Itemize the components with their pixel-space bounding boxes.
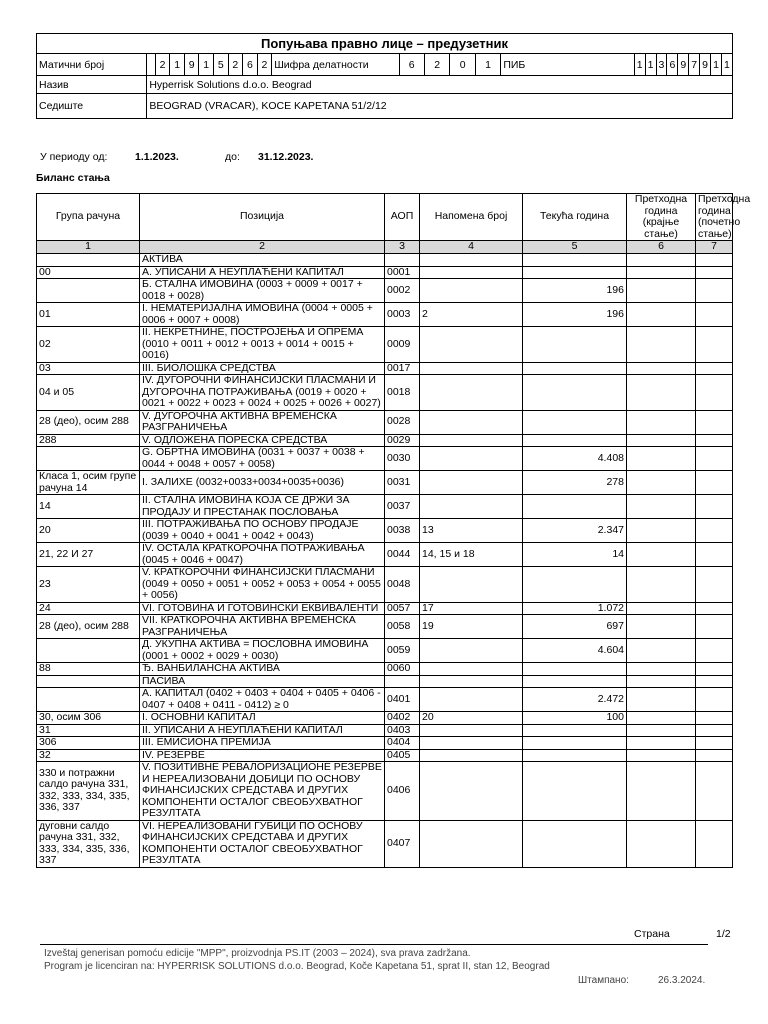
account-group-cell: 330 и потражни салдо рачуна 331, 332, 333, 334, 335, 336, 337 xyxy=(37,762,140,821)
col-number: 2 xyxy=(140,241,385,254)
seat-label: Седиште xyxy=(37,94,147,119)
account-group-cell xyxy=(37,447,140,471)
registration-digit: 2 xyxy=(228,54,243,76)
tax-id-digit: 9 xyxy=(678,54,689,76)
table-row xyxy=(37,279,733,303)
aop-cell: 0009 xyxy=(385,327,420,363)
note-cell: 14, 15 и 18 xyxy=(420,543,523,567)
account-group-cell: 02 xyxy=(37,327,140,363)
current-year-cell xyxy=(523,663,627,676)
activity-digit: 6 xyxy=(399,54,424,76)
aop-cell xyxy=(385,675,420,688)
position-cell: II. НЕКРЕТНИНЕ, ПОСТРОЈЕЊА И ОПРЕМА (0010 + 0011 + 0012 + 0013 + 0014 + 0015 + 0016) xyxy=(140,327,385,363)
name-label: Назив xyxy=(37,76,147,94)
current-year-cell xyxy=(523,724,627,737)
tax-id-digit: 1 xyxy=(721,54,732,76)
position-cell: VI. ГОТОВИНА И ГОТОВИНСКИ ЕКВИВАЛЕНТИ xyxy=(140,602,385,615)
company-info-table xyxy=(36,33,733,119)
aop-cell: 0406 xyxy=(385,762,420,821)
table-row xyxy=(37,362,733,375)
position-cell: IV. ДУГОРОЧНИ ФИНАНСИЈСКИ ПЛАСМАНИ И ДУГОРОЧНА ПОТРАЖИВАЊА (0019 + 0020 + 0021 + 0022 + 0023 + 0024 + 0025 + 0026 + 0027) xyxy=(140,375,385,411)
registration-digit: 9 xyxy=(184,54,199,76)
note-cell: 20 xyxy=(420,712,523,725)
account-group-cell: 03 xyxy=(37,362,140,375)
col-header: Група рачуна xyxy=(37,194,140,241)
current-year-cell: 196 xyxy=(523,279,627,303)
note-cell xyxy=(420,737,523,750)
prior-year-start-cell xyxy=(696,688,733,712)
position-cell: А. КАПИТАЛ (0402 + 0403 + 0404 + 0405 + 0406 - 0407 + 0408 + 0411 - 0412) ≥ 0 xyxy=(140,688,385,712)
table-row xyxy=(37,434,733,447)
current-year-cell: 1.072 xyxy=(523,602,627,615)
tax-id-digit: 6 xyxy=(667,54,678,76)
current-year-cell xyxy=(523,375,627,411)
table-row xyxy=(37,447,733,471)
prior-year-end-cell xyxy=(627,543,696,567)
table-row xyxy=(37,639,733,663)
prior-year-start-cell xyxy=(696,410,733,434)
column-header-row xyxy=(37,194,733,241)
table-row xyxy=(37,410,733,434)
aop-cell: 0029 xyxy=(385,434,420,447)
current-year-cell xyxy=(523,434,627,447)
tax-id-digit: 1 xyxy=(645,54,656,76)
col-number: 1 xyxy=(37,241,140,254)
account-group-cell: 88 xyxy=(37,663,140,676)
account-group-cell: 28 (део), осим 288 xyxy=(37,615,140,639)
current-year-cell xyxy=(523,327,627,363)
prior-year-end-cell xyxy=(627,303,696,327)
prior-year-start-cell xyxy=(696,303,733,327)
page-label: Страна xyxy=(634,928,670,940)
aop-cell: 0402 xyxy=(385,712,420,725)
prior-year-start-cell xyxy=(696,375,733,411)
current-year-cell xyxy=(523,675,627,688)
current-year-cell xyxy=(523,737,627,750)
col-number: 6 xyxy=(627,241,696,254)
note-cell xyxy=(420,471,523,495)
position-cell: ПАСИВА xyxy=(140,675,385,688)
note-cell xyxy=(420,266,523,279)
account-group-cell: 04 и 05 xyxy=(37,375,140,411)
current-year-cell xyxy=(523,762,627,821)
col-number: 7 xyxy=(696,241,733,254)
registration-digit: 6 xyxy=(243,54,258,76)
note-cell xyxy=(420,375,523,411)
registration-number-label: Матични број xyxy=(37,54,147,76)
prior-year-start-cell xyxy=(696,543,733,567)
prior-year-end-cell xyxy=(627,602,696,615)
col-header: Текућа година xyxy=(523,194,627,241)
note-cell: 19 xyxy=(420,615,523,639)
prior-year-start-cell xyxy=(696,602,733,615)
table-row xyxy=(37,688,733,712)
position-cell: G. ОБРТНА ИМОВИНА (0031 + 0037 + 0038 + 0044 + 0048 + 0057 + 0058) xyxy=(140,447,385,471)
position-cell: VII. КРАТКОРОЧНА АКТИВНА ВРЕМЕНСКА РАЗГРАНИЧЕЊА xyxy=(140,615,385,639)
current-year-cell: 2.472 xyxy=(523,688,627,712)
account-group-cell: 32 xyxy=(37,749,140,762)
aop-cell: 0028 xyxy=(385,410,420,434)
table-row xyxy=(37,820,733,867)
current-year-cell: 2.347 xyxy=(523,519,627,543)
period-from-label: У периоду од: xyxy=(40,151,108,163)
table-row xyxy=(37,327,733,363)
prior-year-end-cell xyxy=(627,615,696,639)
account-group-cell xyxy=(37,279,140,303)
prior-year-end-cell xyxy=(627,254,696,267)
note-cell xyxy=(420,362,523,375)
prior-year-end-cell xyxy=(627,447,696,471)
tax-id-digit: 1 xyxy=(711,54,722,76)
table-row xyxy=(37,471,733,495)
prior-year-start-cell xyxy=(696,266,733,279)
prior-year-end-cell xyxy=(627,675,696,688)
balance-sheet-table xyxy=(36,193,751,868)
position-cell: II. СТАЛНА ИМОВИНА КОЈА СЕ ДРЖИ ЗА ПРОДАЈУ И ПРЕСТАНАК ПОСЛОВАЊА xyxy=(140,495,385,519)
position-cell: I. ЗАЛИХЕ (0032+0033+0034+0035+0036) xyxy=(140,471,385,495)
current-year-cell xyxy=(523,567,627,603)
prior-year-end-cell xyxy=(627,762,696,821)
current-year-cell: 14 xyxy=(523,543,627,567)
note-cell xyxy=(420,724,523,737)
aop-cell: 0060 xyxy=(385,663,420,676)
current-year-cell xyxy=(523,820,627,867)
prior-year-end-cell xyxy=(627,820,696,867)
id-numbers-row xyxy=(37,54,733,76)
table-row xyxy=(37,663,733,676)
aop-cell: 0031 xyxy=(385,471,420,495)
aop-cell: 0037 xyxy=(385,495,420,519)
company-name: Hyperrisk Solutions d.o.o. Beograd xyxy=(147,76,733,94)
page-indicator xyxy=(634,928,731,940)
activity-code-label: Шифра делатности xyxy=(272,54,399,76)
activity-digit: 0 xyxy=(450,54,475,76)
prior-year-start-cell xyxy=(696,362,733,375)
table-row xyxy=(37,254,733,267)
prior-year-end-cell xyxy=(627,410,696,434)
note-cell xyxy=(420,749,523,762)
account-group-cell xyxy=(37,639,140,663)
note-cell xyxy=(420,688,523,712)
prior-year-start-cell xyxy=(696,519,733,543)
account-group-cell: дуговни салдо рачуна 331, 332, 333, 334, 335, 336, 337 xyxy=(37,820,140,867)
position-cell: Б. СТАЛНА ИМОВИНА (0003 + 0009 + 0017 + 0018 + 0028) xyxy=(140,279,385,303)
prior-year-end-cell xyxy=(627,471,696,495)
prior-year-end-cell xyxy=(627,749,696,762)
activity-digit: 2 xyxy=(424,54,449,76)
prior-year-start-cell xyxy=(696,567,733,603)
prior-year-end-cell xyxy=(627,327,696,363)
current-year-cell: 278 xyxy=(523,471,627,495)
table-row xyxy=(37,303,733,327)
current-year-cell: 4.408 xyxy=(523,447,627,471)
note-cell: 17 xyxy=(420,602,523,615)
prior-year-start-cell xyxy=(696,327,733,363)
table-row xyxy=(37,615,733,639)
prior-year-end-cell xyxy=(627,737,696,750)
table-row xyxy=(37,724,733,737)
prior-year-start-cell xyxy=(696,762,733,821)
note-cell xyxy=(420,567,523,603)
prior-year-end-cell xyxy=(627,279,696,303)
current-year-cell: 697 xyxy=(523,615,627,639)
prior-year-end-cell xyxy=(627,639,696,663)
prior-year-start-cell xyxy=(696,254,733,267)
current-year-cell: 4.604 xyxy=(523,639,627,663)
aop-cell: 0048 xyxy=(385,567,420,603)
report-title: Биланс стања xyxy=(36,172,110,184)
prior-year-start-cell xyxy=(696,615,733,639)
note-cell xyxy=(420,762,523,821)
aop-cell: 0002 xyxy=(385,279,420,303)
account-group-cell xyxy=(37,254,140,267)
prior-year-end-cell xyxy=(627,375,696,411)
account-group-cell: 306 xyxy=(37,737,140,750)
aop-cell: 0017 xyxy=(385,362,420,375)
position-cell: V. ОДЛОЖЕНА ПОРЕСКА СРЕДСТВА xyxy=(140,434,385,447)
prior-year-end-cell xyxy=(627,712,696,725)
position-cell: I. ОСНОВНИ КАПИТАЛ xyxy=(140,712,385,725)
prior-year-start-cell xyxy=(696,820,733,867)
prior-year-start-cell xyxy=(696,737,733,750)
note-cell: 13 xyxy=(420,519,523,543)
prior-year-start-cell xyxy=(696,471,733,495)
col-number: 5 xyxy=(523,241,627,254)
period-to-date: 31.12.2023. xyxy=(258,151,314,163)
aop-cell xyxy=(385,254,420,267)
activity-digit: 1 xyxy=(475,54,500,76)
col-header: Напомена број xyxy=(420,194,523,241)
prior-year-end-cell xyxy=(627,495,696,519)
aop-cell: 0003 xyxy=(385,303,420,327)
position-cell: V. ПОЗИТИВНЕ РЕВАЛОРИЗАЦИОНЕ РЕЗЕРВЕ И НЕРЕАЛИЗОВАНИ ДОБИЦИ ПО ОСНОВУ ФИНАНСИЈСКИХ СРЕДСТАВА И ДРУГИХ КОМПОНЕНТИ ОСТАЛОГ СВЕОБУХВАТНОГ РЕЗУЛТАТА xyxy=(140,762,385,821)
registration-digit: 2 xyxy=(155,54,170,76)
prior-year-end-cell xyxy=(627,434,696,447)
current-year-cell xyxy=(523,362,627,375)
prior-year-end-cell xyxy=(627,362,696,375)
current-year-cell xyxy=(523,749,627,762)
position-cell: Ђ. ВАНБИЛАНСНА АКТИВА xyxy=(140,663,385,676)
account-group-cell: 31 xyxy=(37,724,140,737)
current-year-cell: 196 xyxy=(523,303,627,327)
table-row xyxy=(37,495,733,519)
aop-cell: 0405 xyxy=(385,749,420,762)
prior-year-start-cell xyxy=(696,434,733,447)
printed-date: 26.3.2024. xyxy=(658,975,706,986)
registration-digit: 1 xyxy=(199,54,214,76)
table-row xyxy=(37,543,733,567)
aop-cell: 0001 xyxy=(385,266,420,279)
current-year-cell xyxy=(523,254,627,267)
table-row xyxy=(37,519,733,543)
period-from-date: 1.1.2023. xyxy=(135,151,179,163)
note-cell xyxy=(420,434,523,447)
table-row xyxy=(37,712,733,725)
registration-digit: 1 xyxy=(170,54,185,76)
aop-cell: 0401 xyxy=(385,688,420,712)
table-row xyxy=(37,675,733,688)
account-group-cell: 00 xyxy=(37,266,140,279)
prior-year-start-cell xyxy=(696,663,733,676)
column-number-row xyxy=(37,241,733,254)
footer-license-note: Program je licenciran na: HYPERRISK SOLUTIONS d.o.o. Beograd, Koče Kapetana 51, sprat II, stan 12, Beograd xyxy=(44,961,550,972)
page-number: 1/2 xyxy=(716,928,731,940)
position-cell: V. КРАТКОРОЧНИ ФИНАНСИЈСКИ ПЛАСМАНИ (0049 + 0050 + 0051 + 0052 + 0053 + 0054 + 0055 + 0056) xyxy=(140,567,385,603)
position-cell: III. ПОТРАЖИВАЊА ПО ОСНОВУ ПРОДАЈЕ (0039 + 0040 + 0041 + 0042 + 0043) xyxy=(140,519,385,543)
prior-year-start-cell xyxy=(696,724,733,737)
tax-id-digit: 9 xyxy=(700,54,711,76)
account-group-cell: 288 xyxy=(37,434,140,447)
col-header: АОП xyxy=(385,194,420,241)
note-cell xyxy=(420,327,523,363)
footer-generated-note: Izveštaj generisan pomoću edicije "MPP", proizvodnja PS.IT (2003 – 2024), sva prava zadržana. xyxy=(44,948,471,959)
table-row xyxy=(37,737,733,750)
aop-cell: 0059 xyxy=(385,639,420,663)
table-row xyxy=(37,602,733,615)
prior-year-end-cell xyxy=(627,266,696,279)
footer-divider xyxy=(40,944,708,945)
aop-cell: 0403 xyxy=(385,724,420,737)
account-group-cell: Класа 1, осим групе рачуна 14 xyxy=(37,471,140,495)
col-number: 4 xyxy=(420,241,523,254)
position-cell: Д. УКУПНА АКТИВА = ПОСЛОВНА ИМОВИНА (0001 + 0002 + 0029 + 0030) xyxy=(140,639,385,663)
table-row xyxy=(37,375,733,411)
table-row xyxy=(37,567,733,603)
current-year-cell xyxy=(523,495,627,519)
prior-year-end-cell xyxy=(627,724,696,737)
account-group-cell: 01 xyxy=(37,303,140,327)
position-cell: IV. ОСТАЛА КРАТКОРОЧНА ПОТРАЖИВАЊА (0045 + 0046 + 0047) xyxy=(140,543,385,567)
table-row xyxy=(37,749,733,762)
note-cell xyxy=(420,820,523,867)
position-cell: V. ДУГОРОЧНА АКТИВНА ВРЕМЕНСКА РАЗГРАНИЧЕЊА xyxy=(140,410,385,434)
registration-digit: 5 xyxy=(214,54,229,76)
position-cell: I. НЕМАТЕРИЈАЛНА ИМОВИНА (0004 + 0005 + 0006 + 0007 + 0008) xyxy=(140,303,385,327)
tax-id-label: ПИБ xyxy=(501,54,634,76)
tax-id-digit: 7 xyxy=(689,54,700,76)
period-to-label: до: xyxy=(225,151,240,163)
col-header: Позиција xyxy=(140,194,385,241)
tax-id-digit: 3 xyxy=(656,54,667,76)
note-cell xyxy=(420,410,523,434)
position-cell: II. УПИСАНИ А НЕУПЛАЋЕНИ КАПИТАЛ xyxy=(140,724,385,737)
prior-year-start-cell xyxy=(696,447,733,471)
position-cell: А. УПИСАНИ А НЕУПЛАЋЕНИ КАПИТАЛ xyxy=(140,266,385,279)
account-group-cell: 30, осим 306 xyxy=(37,712,140,725)
position-cell: III. ЕМИСИОНА ПРЕМИЈА xyxy=(140,737,385,750)
note-cell xyxy=(420,254,523,267)
account-group-cell: 23 xyxy=(37,567,140,603)
registration-digit: 2 xyxy=(257,54,272,76)
printed-label: Штампано: xyxy=(578,975,629,986)
note-cell xyxy=(420,639,523,663)
aop-cell: 0058 xyxy=(385,615,420,639)
account-group-cell: 20 xyxy=(37,519,140,543)
prior-year-end-cell xyxy=(627,688,696,712)
prior-year-end-cell xyxy=(627,567,696,603)
prior-year-start-cell xyxy=(696,675,733,688)
position-cell: АКТИВА xyxy=(140,254,385,267)
aop-cell: 0030 xyxy=(385,447,420,471)
note-cell xyxy=(420,675,523,688)
company-seat: BEOGRAD (VRACAR), KOCE KAPETANA 51/2/12 xyxy=(147,94,733,119)
prior-year-start-cell xyxy=(696,279,733,303)
table-row xyxy=(37,266,733,279)
tax-id-digit: 1 xyxy=(634,54,645,76)
note-cell: 2 xyxy=(420,303,523,327)
col-header: Претходна година (почетно стање) xyxy=(696,194,733,241)
aop-cell: 0057 xyxy=(385,602,420,615)
note-cell xyxy=(420,495,523,519)
aop-cell: 0038 xyxy=(385,519,420,543)
account-group-cell: 21, 22 И 27 xyxy=(37,543,140,567)
aop-cell: 0018 xyxy=(385,375,420,411)
note-cell xyxy=(420,447,523,471)
form-title: Попуњава правно лице – предузетник xyxy=(37,34,733,54)
prior-year-start-cell xyxy=(696,712,733,725)
position-cell: III. БИОЛОШКА СРЕДСТВА xyxy=(140,362,385,375)
aop-cell: 0407 xyxy=(385,820,420,867)
col-number: 3 xyxy=(385,241,420,254)
aop-cell: 0404 xyxy=(385,737,420,750)
note-cell xyxy=(420,663,523,676)
account-group-cell: 28 (део), осим 288 xyxy=(37,410,140,434)
current-year-cell: 100 xyxy=(523,712,627,725)
position-cell: VI. НЕРЕАЛИЗОВАНИ ГУБИЦИ ПО ОСНОВУ ФИНАНСИЈСКИХ СРЕДСТАВА И ДРУГИХ КОМПОНЕНТИ ОСТАЛОГ СВЕОБУХВАТНОГ РЕЗУЛТАТА xyxy=(140,820,385,867)
prior-year-start-cell xyxy=(696,639,733,663)
position-cell: IV. РЕЗЕРВЕ xyxy=(140,749,385,762)
prior-year-start-cell xyxy=(696,749,733,762)
spacer xyxy=(147,54,155,76)
prior-year-start-cell xyxy=(696,495,733,519)
prior-year-end-cell xyxy=(627,519,696,543)
table-row xyxy=(37,762,733,821)
account-group-cell: 24 xyxy=(37,602,140,615)
account-group-cell xyxy=(37,688,140,712)
prior-year-end-cell xyxy=(627,663,696,676)
account-group-cell xyxy=(37,675,140,688)
col-header: Претходна година (крајње стање) xyxy=(627,194,696,241)
current-year-cell xyxy=(523,410,627,434)
current-year-cell xyxy=(523,266,627,279)
note-cell xyxy=(420,279,523,303)
aop-cell: 0044 xyxy=(385,543,420,567)
account-group-cell: 14 xyxy=(37,495,140,519)
